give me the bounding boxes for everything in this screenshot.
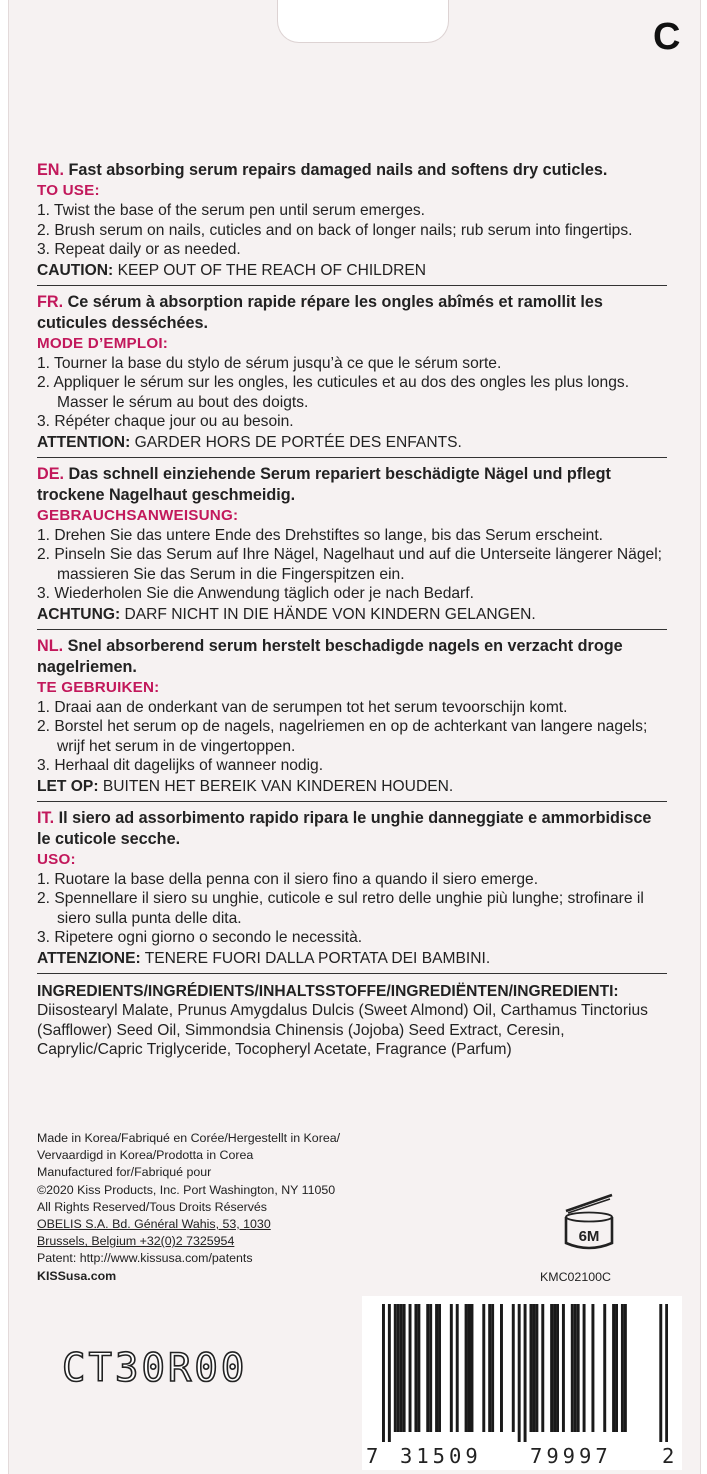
rights-reserved: All Rights Reserved/Tous Droits Réservés — [37, 1199, 267, 1214]
eu-address-line-2: Brussels, Belgium +32(0)2 7325954 — [37, 1234, 235, 1249]
barcode-bar — [535, 1304, 538, 1432]
usage-step: 3. Ripetere ogni giorno o secondo le necessità. — [37, 929, 363, 946]
usage-step: 1. Tourner la base du stylo de sérum jusqu’à ce que le sérum sorte. — [37, 354, 502, 372]
barcode-bar — [571, 1304, 574, 1432]
usage-step: 1. Drehen Sie das untere Ende des Drehstiftes so lange, bis das Serum erscheint. — [37, 526, 604, 544]
lang-intro — [37, 636, 667, 678]
caution-label: ATTENZIONE: — [37, 949, 141, 967]
barcode-bar — [409, 1304, 412, 1432]
usage-step: 1. Draai aan de onderkant van de serumpen tot het serum tevoorschijn komt. — [37, 698, 568, 716]
ingredients-list: Diisostearyl Malate, Prunus Amygdalus Dulcis (Sweet Almond) Oil, Carthamus Tinctorius (Safflower) Seed Oil, Simmondsia Chinensis (Jojoba) Seed Extract, Ceresin, Caprylic/Capric Triglyceride, Tocopheryl Acetate, Fragrance (Parfum) — [37, 1002, 648, 1058]
barcode-bar — [621, 1304, 624, 1432]
usage-step: 2. Brush serum on nails, cuticles and on back of longer nails; rub serum into fingertips. — [37, 221, 633, 239]
lang-section — [37, 160, 667, 286]
barcode-bar — [562, 1304, 565, 1432]
barcode-bar — [577, 1304, 580, 1432]
caution-text: DARF NICHT IN DIE HÄNDE VON KINDERN GELANGEN. — [124, 605, 536, 623]
usage-step: 2. Pinseln Sie das Serum auf Ihre Nägel, Nagelhaut und auf die Unterseite längerer Nägel; massieren Sie das Serum in die Fingerspitzen ein. — [37, 546, 662, 583]
barcode-bars — [376, 1304, 668, 1442]
made-in-line-2: Vervaardigd in Korea/Prodotta in Corea — [37, 1148, 254, 1163]
caution-label: ACHTUNG: — [37, 605, 121, 623]
lang-intro — [37, 808, 667, 850]
barcode-bar — [553, 1304, 556, 1432]
usage-step: 3. Repeat daily or as needed. — [37, 241, 241, 258]
barcode-bar — [612, 1304, 615, 1432]
lang-intro-text: Il siero ad assorbimento rapido ripara le unghie danneggiate e ammorbidisce le cuticole secche. — [37, 808, 652, 848]
usage-step: 3. Wiederholen Sie die Anwendung täglich oder je nach Bedarf. — [37, 585, 474, 602]
barcode-bar — [591, 1304, 594, 1432]
hang-hole — [277, 0, 449, 43]
usage-steps — [37, 870, 667, 948]
barcode-bar — [417, 1304, 420, 1432]
usage-heading: GEBRAUCHSANWEISUNG: — [37, 506, 239, 524]
barcode-bar — [530, 1304, 533, 1432]
patent-line: Patent: http://www.kissusa.com/patents — [37, 1251, 253, 1266]
caution-line — [37, 261, 667, 281]
instructions-block — [37, 160, 667, 1060]
usage-heading: TE GEBRUIKEN: — [37, 678, 160, 696]
lang-intro — [37, 160, 667, 181]
product-code: KMC02100C — [540, 1270, 611, 1284]
barcode-bar — [500, 1304, 503, 1432]
lang-section — [37, 292, 667, 458]
pao-label: 6M — [578, 1228, 600, 1245]
barcode-bar — [426, 1304, 429, 1432]
barcode-bar — [429, 1304, 432, 1432]
barcode-bar — [491, 1304, 494, 1432]
barcode-first-digit: 7 — [366, 1444, 379, 1468]
usage-step: 1. Twist the base of the serum pen until serum emerges. — [37, 202, 426, 219]
caution-text: GARDER HORS DE PORTÉE DES ENFANTS. — [134, 433, 462, 451]
usage-steps — [37, 201, 667, 260]
barcode-bar — [382, 1304, 385, 1442]
barcode-bar — [450, 1304, 453, 1432]
barcode-bar — [435, 1304, 438, 1432]
lang-section — [37, 636, 667, 802]
copyright: ©2020 Kiss Products, Inc. Port Washington, NY 11050 — [37, 1182, 336, 1197]
lang-code: DE. — [37, 464, 64, 483]
lang-section — [37, 464, 667, 630]
lang-intro-text: Snel absorberend serum herstelt beschadigde nagels en verzacht droge nagelriemen. — [37, 636, 623, 676]
barcode-bar — [414, 1304, 417, 1432]
usage-heading: MODE D’EMPLOI: — [37, 334, 169, 352]
lang-intro-text: Das schnell einziehende Serum repariert beschädigte Nägel und pflegt trockene Nagelhaut geschmeidig. — [37, 464, 611, 504]
caution-line — [37, 605, 667, 625]
ingredients-heading: INGREDIENTS/INGRÉDIENTS/INHALTSSTOFFE/INGREDIËNTEN/INGREDIENTI: — [37, 982, 619, 1000]
usage-steps — [37, 698, 667, 776]
caution-line — [37, 777, 667, 797]
barcode-bar — [388, 1304, 391, 1442]
eu-address-line-1: OBELIS S.A. Bd. Général Wahis, 53, 1030 — [37, 1217, 271, 1232]
barcode-check-digit: 2 — [662, 1444, 675, 1468]
open-jar-icon — [560, 1183, 618, 1253]
barcode-bar — [624, 1304, 627, 1432]
caution-text: BUITEN HET BEREIK VAN KINDEREN HOUDEN. — [102, 777, 454, 795]
usage-step: 1. Ruotare la base della penna con il siero fino a quando il siero emerge. — [37, 870, 539, 888]
lot-code: CT30R00 — [62, 1346, 248, 1391]
barcode-bar — [482, 1304, 485, 1432]
ingredients-block — [37, 982, 667, 1060]
caution-label: CAUTION: — [37, 261, 114, 279]
barcode-bar — [583, 1304, 586, 1432]
usage-heading: USO: — [37, 850, 76, 868]
caution-label: LET OP: — [37, 777, 99, 795]
manufacturer-info — [37, 1130, 417, 1285]
lang-intro — [37, 464, 667, 506]
barcode-bar — [468, 1304, 471, 1432]
lang-intro — [37, 292, 667, 334]
barcode-bar — [512, 1304, 515, 1432]
usage-step: 3. Herhaal dit dagelijks of wanneer nodig. — [37, 757, 324, 774]
barcode-bar — [659, 1304, 662, 1442]
barcode-bar — [532, 1304, 535, 1432]
caution-line — [37, 433, 667, 453]
lang-section — [37, 808, 667, 974]
barcode-bar — [556, 1304, 559, 1432]
barcode-group-left: 31509 — [400, 1444, 482, 1468]
usage-step: 3. Répéter chaque jour ou au besoin. — [37, 413, 294, 430]
brand-website: KISSusa.com — [37, 1268, 117, 1283]
manufactured-for: Manufactured for/Fabriqué pour — [37, 1165, 212, 1180]
barcode — [362, 1296, 682, 1470]
barcode-bar — [603, 1304, 606, 1432]
variant-letter: C — [653, 16, 681, 58]
lang-code: IT. — [37, 808, 55, 827]
usage-steps — [37, 354, 667, 432]
barcode-bar — [518, 1304, 521, 1442]
lang-code: FR. — [37, 292, 64, 311]
lang-code: NL. — [37, 636, 64, 655]
barcode-bar — [400, 1304, 403, 1432]
barcode-bar — [665, 1304, 668, 1442]
barcode-bar — [574, 1304, 577, 1432]
caution-line — [37, 949, 667, 969]
barcode-bar — [541, 1304, 544, 1432]
lang-code: EN. — [37, 161, 64, 179]
lang-intro-text: Fast absorbing serum repairs damaged nails and softens dry cuticles. — [68, 161, 608, 179]
usage-heading: TO USE: — [37, 182, 100, 199]
made-in-line-1: Made in Korea/Fabriqué en Corée/Hergestellt in Korea/ — [37, 1131, 341, 1145]
barcode-bar — [550, 1304, 553, 1432]
caution-label: ATTENTION: — [37, 433, 131, 451]
barcode-bar — [615, 1304, 618, 1432]
barcode-group-right: 79997 — [530, 1444, 612, 1468]
barcode-bar — [456, 1304, 459, 1432]
usage-step: 2. Spennellare il siero su unghie, cuticole e sul retro delle unghie più lunghe; strofinare il siero sulla punta delle dita. — [37, 890, 644, 927]
barcode-bar — [465, 1304, 468, 1432]
barcode-bar — [488, 1304, 491, 1432]
usage-steps — [37, 526, 667, 604]
lang-intro-text: Ce sérum à absorption rapide répare les ongles abîmés et ramollit les cuticules desséchées. — [37, 292, 603, 332]
barcode-bar — [394, 1304, 397, 1432]
barcode-bar — [471, 1304, 474, 1432]
barcode-bar — [397, 1304, 400, 1432]
barcode-bar — [524, 1304, 527, 1442]
caution-text: TENERE FUORI DALLA PORTATA DEI BAMBINI. — [144, 949, 491, 967]
usage-step: 2. Borstel het serum op de nagels, nagelriemen en op de achterkant van langere nagels; wrijf het serum in de vingertoppen. — [37, 718, 648, 755]
caution-text: KEEP OUT OF THE REACH OF CHILDREN — [117, 261, 427, 279]
barcode-bar — [438, 1304, 441, 1432]
barcode-bar — [403, 1304, 406, 1432]
usage-step: 2. Appliquer le sérum sur les ongles, les cuticules et au dos des ongles les plus longs. Masser le sérum au bout des doigts. — [37, 374, 630, 411]
